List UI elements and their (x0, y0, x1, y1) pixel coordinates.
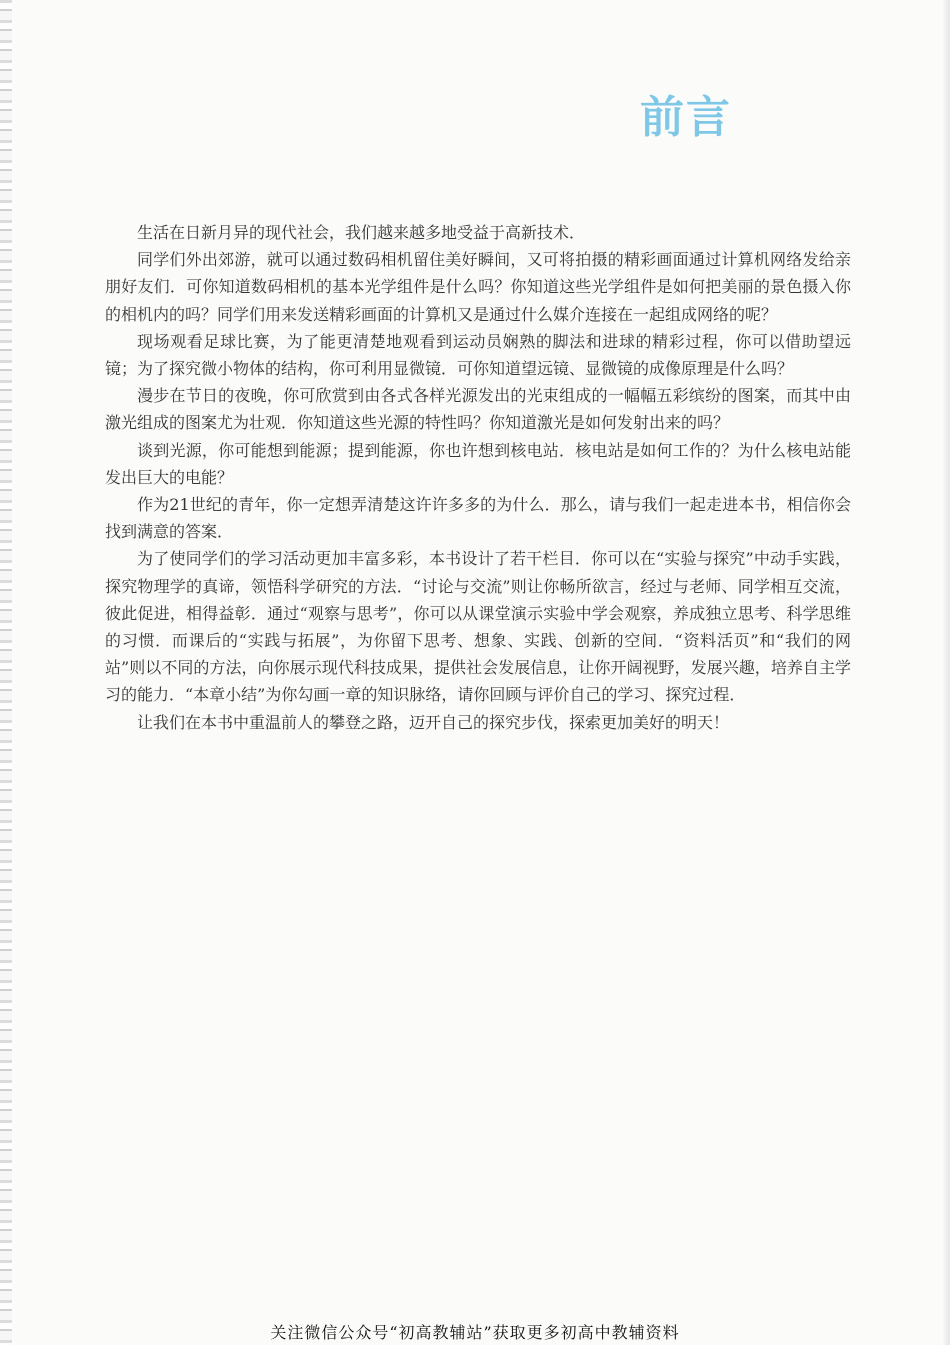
paragraph: 现场观看足球比赛，为了能更清楚地观看到运动员娴熟的脚法和进球的精彩过程，你可以借助望远镜；为了探究微小物体的结构，你可利用显微镜．可你知道望远镜、显微镜的成像原理是什么吗？ (105, 331, 851, 379)
paragraph: 漫步在节日的夜晚，你可欣赏到由各式各样光源发出的光束组成的一幅幅五彩缤纷的图案，而其中由激光组成的图案尤为壮观．你知道这些光源的特性吗？你知道激光是如何发射出来的吗？ (105, 386, 851, 433)
paragraph: 作为21世纪的青年，你一定想弄清楚这许许多多的为什么．那么，请与我们一起走进本书，相信你会找到满意的答案． (105, 495, 851, 542)
paragraph: 生活在日新月异的现代社会，我们越来越多地受益于高新技术． (137, 223, 586, 242)
paragraph: 为了使同学们的学习活动更加丰富多彩，本书设计了若干栏目．你可以在“实验与探究”中动手实践，探究物理学的真谛，领悟科学研究的方法．“讨论与交流”则让你畅所欲言，经过与老师、同学相互交流，彼此促进，相得益彰．通过“观察与思考”，你可以从课堂演示实验中学会观察，养成独立思考、科学思维的习惯．而课后的“实践与拓展”，为你留下思考、想象、实践、创新的空间．“资料活页”和“我们的网站”则以不同的方法，向你展示现代科技成果，提供社会发展信息，让你开阔视野，发展兴趣，培养自主学习的能力．“本章小结”为你勾画一章的知识脉络，请你回顾与评价自己的学习、探究过程． (105, 549, 851, 705)
page-right-edge (942, 0, 950, 1345)
footer-note: 关注微信公众号“初高教辅站”获取更多初高中教辅资料 (270, 1323, 680, 1342)
paragraph: 谈到光源，你可能想到能源；提到能源，你也许想到核电站．核电站是如何工作的？为什么核电站能发出巨大的电能？ (105, 440, 851, 487)
paragraph: 让我们在本书中重温前人的攀登之路，迈开自己的探究步伐，探索更加美好的明天！ (137, 712, 730, 732)
paragraph: 同学们外出郊游，就可以通过数码相机留住美好瞬间，又可将拍摄的精彩画面通过计算机网络发给亲朋好友们．可你知道数码相机的基本光学组件是什么吗？你知道这些光学组件是如何把美丽的景色摄入你的相机内的吗？同学们用来发送精彩画面的计算机又是通过什么媒介连接在一起组成网络的呢？ (105, 250, 851, 324)
page-title: 前言 (640, 92, 732, 143)
preface-body (105, 219, 851, 736)
page-binding-edge (0, 0, 12, 1345)
